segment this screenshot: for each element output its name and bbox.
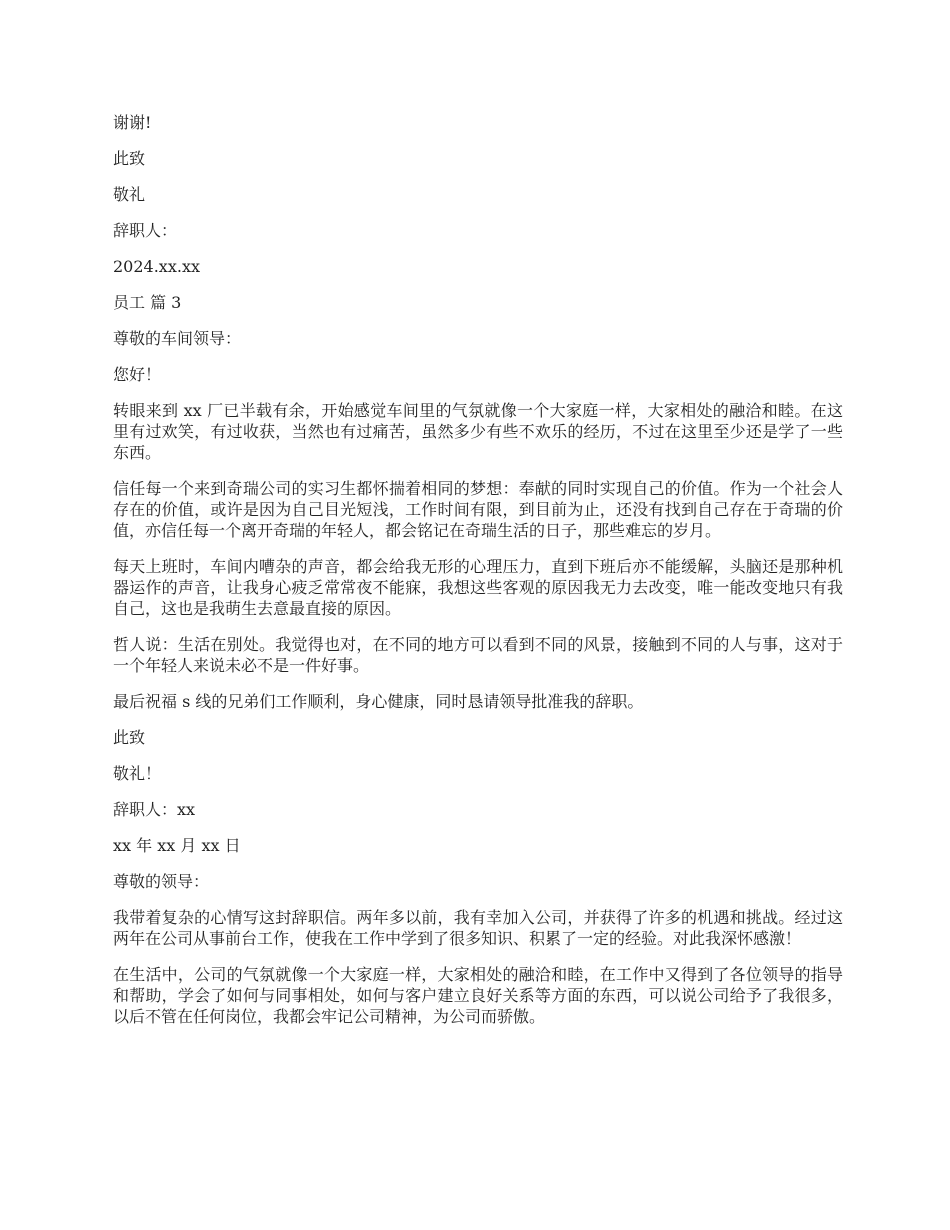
closing-regards: 敬礼 [113, 185, 146, 204]
letter-greeting: 尊敬的车间领导： [113, 329, 242, 348]
closing-salutation: 此致 [113, 728, 146, 747]
body-paragraph: 最后祝福 s 线的兄弟们工作顺利，身心健康，同时恳请领导批准我的辞职。 [113, 692, 644, 711]
body-paragraph: 在生活中，公司的气氛就像一个大家庭一样，大家相处的融洽和睦，在工作中又得到了各位领导的指导和帮助，学会了如何与同事相处，如何与客户建立良好关系等方面的东西，可以说公司给予了我很多，以后不管在任何岗位，我都会牢记公司精神，为公司而骄傲。 [113, 965, 843, 1026]
closing-salutation: 此致 [113, 149, 146, 168]
signature-date: xx 年 xx 月 xx 日 [113, 836, 241, 855]
signature-date: 2024.xx.xx [113, 257, 200, 276]
letter-greeting: 尊敬的领导： [113, 872, 210, 891]
closing-regards: 敬礼！ [113, 764, 162, 783]
closing-thanks: 谢谢! [113, 113, 152, 132]
body-paragraph: 每天上班时，车间内嘈杂的声音，都会给我无形的心理压力，直到下班后亦不能缓解，头脑还是那种机器运作的声音，让我身心疲乏常常夜不能寐，我想这些客观的原因我无力去改变，唯一能改变地只有我自己，这也是我萌生去意最直接的原因。 [113, 557, 843, 618]
body-paragraph: 信任每一个来到奇瑞公司的实习生都怀揣着相同的梦想：奉献的同时实现自己的价值。作为一个社会人存在的价值，或许是因为自己目光短浅，工作时间有限，到目前为止，还没有找到自己存在于奇瑞的价值，亦信任每一个离开奇瑞的年轻人，都会铭记在奇瑞生活的日子，那些难忘的岁月。 [113, 479, 843, 540]
signature-label: 辞职人： [113, 221, 178, 240]
body-paragraph: 哲人说：生活在别处。我觉得也对，在不同的地方可以看到不同的风景，接触到不同的人与事，这对于一个年轻人来说未必不是一件好事。 [113, 635, 843, 675]
body-paragraph: 转眼来到 xx 厂已半载有余，开始感觉车间里的气氛就像一个大家庭一样，大家相处的融洽和睦。在这里有过欢笑，有过收获，当然也有过痛苦，虽然多少有些不欢乐的经历，不过在这里至少还是学了一些东西。 [113, 401, 843, 462]
section-heading: 员工 篇 3 [113, 293, 182, 312]
body-paragraph: 我带着复杂的心情写这封辞职信。两年多以前，我有幸加入公司，并获得了许多的机遇和挑战。经过这两年在公司从事前台工作，使我在工作中学到了很多知识、积累了一定的经验。对此我深怀感激！ [113, 908, 843, 948]
document-body [113, 112, 843, 1042]
letter-hello: 您好！ [113, 365, 162, 384]
signature-label: 辞职人：xx [113, 800, 196, 819]
